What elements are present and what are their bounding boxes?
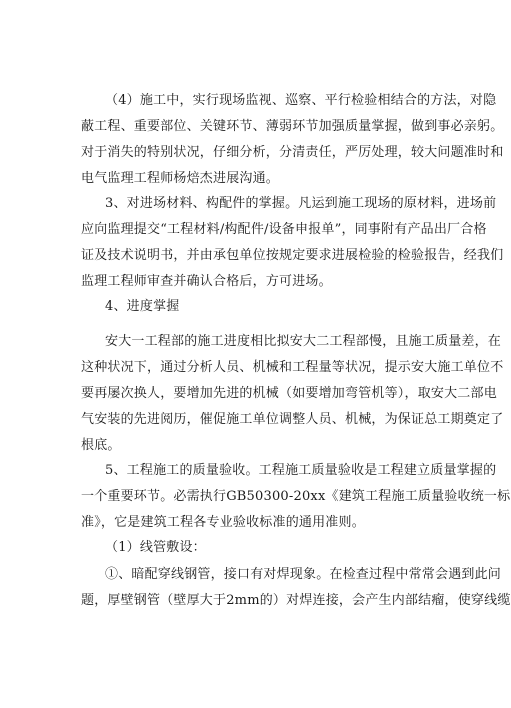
paragraph-conduit-welding	[81, 562, 511, 614]
text-line: 5、工程施工的质量验收。工程施工质量验收是工程建立质量掌握的	[105, 463, 497, 478]
text-line: （4）施工中，实行现场监视、巡察、平行检验相结合的方法，对隐	[105, 93, 497, 108]
text-line: 一个重要环节。必需执行GB50300-20xx《建筑工程施工质量验收统一标	[81, 489, 511, 504]
paragraph-progress-control	[81, 329, 504, 459]
heading-text: 4、进度掌握	[105, 299, 180, 314]
paragraph-quality-acceptance	[81, 458, 511, 536]
text-line: 安大一工程部的施工进度相比拟安大二工程部慢，且施工质量差，在	[105, 334, 502, 349]
section-heading-progress	[81, 294, 443, 320]
text-line: 这种状况下，通过分析人员、机械和工程量等状况，提示安大施工单位不	[81, 360, 504, 375]
text-line: 对于消失的特别状况，仔细分析，分清责任，严厉处理，较大问题准时和	[81, 145, 504, 160]
text-line: 蔽工程、重要部位、关键环节、薄弱环节加强质量掌握，做到事必亲躬。	[81, 119, 504, 134]
text-line: 题，厚壁钢管（壁厚大于2mm的）对焊连接，会产生内部结瘤，使穿线缆	[81, 593, 511, 608]
text-line: 准》，它是建筑工程各专业验收标准的通用准则。	[81, 515, 365, 530]
text-line: 气安装的先进阅历，催促施工单位调整人员、机械，为保证总工期奠定了	[81, 412, 504, 427]
text-line: 电气监理工程师杨焙杰进展沟通。	[81, 171, 280, 186]
text-line: 要再屡次换人，要增加先进的机械（如要增加弯管机等），取安大二部电	[81, 386, 497, 401]
paragraph-construction-supervision	[81, 88, 504, 192]
text-line: 根底。	[81, 438, 121, 453]
text-line: 应向监理提交“工程材料/构配件/设备申报单”，同事附有产品出厂合格	[81, 222, 487, 237]
text-line: 监理工程师审查并确认合格后，方可进场。	[81, 274, 332, 289]
text-line: ①、暗配穿线钢管，接口有对焊现象。在检查过程中常常会遇到此问	[105, 567, 502, 582]
paragraph-materials-control	[81, 191, 504, 295]
heading-text: （1）线管敷设：	[105, 540, 206, 555]
text-line: 3、对进场材料、构配件的掌握。凡运到施工现场的原材料，进场前	[105, 196, 497, 211]
text-line: 证及技术说明书，并由承包单位按规定要求进展检验的检验报告，经我们	[81, 248, 504, 263]
section-heading-conduit	[81, 535, 443, 561]
